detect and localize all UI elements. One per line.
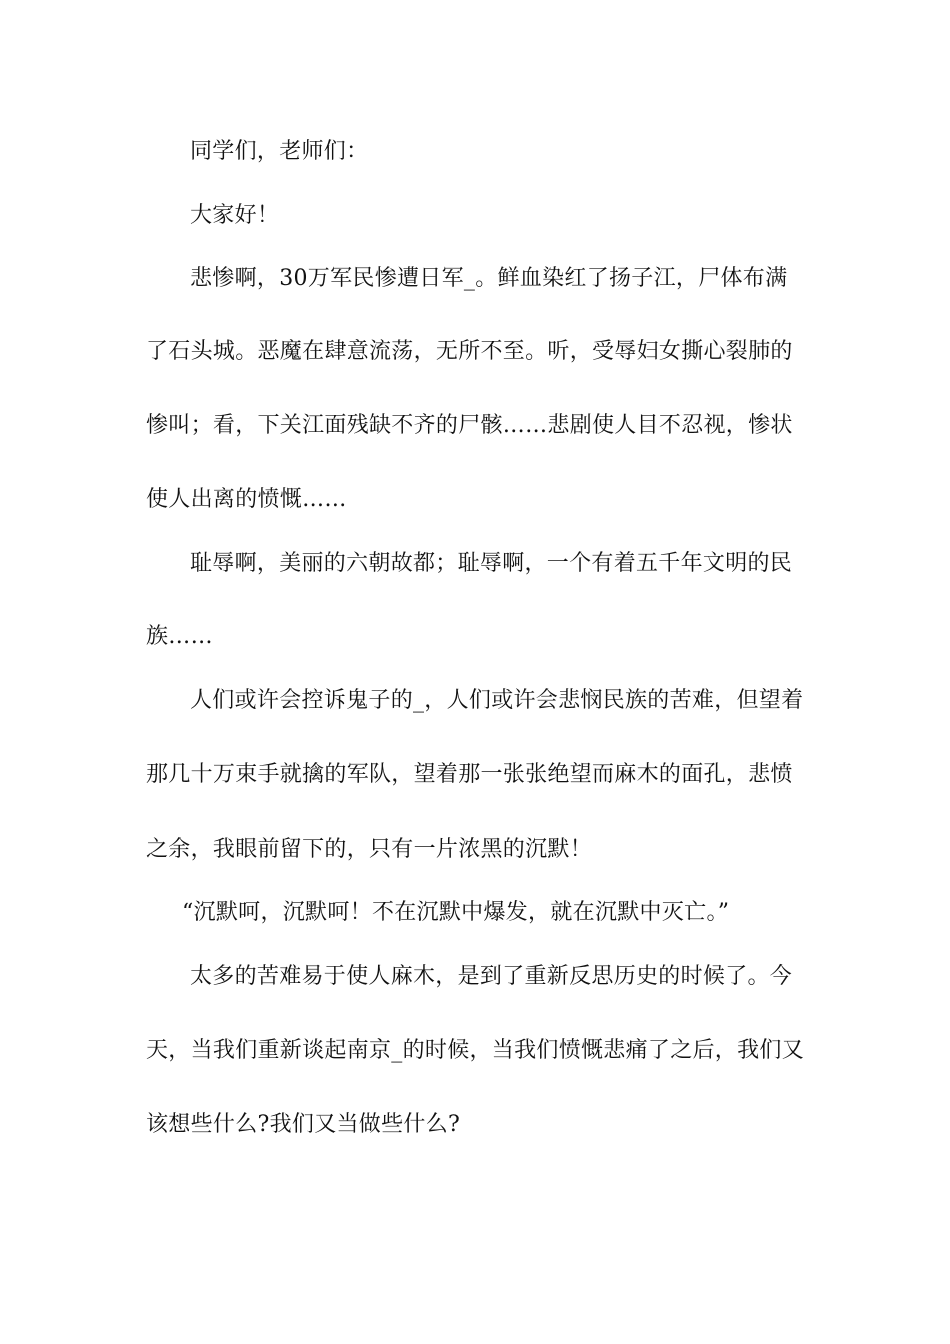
greeting-line: 同学们，老师们： [190,139,369,164]
paragraph-4-line-2: 天，当我们重新谈起南京_的时候，当我们愤慨悲痛了之后，我们又 [146,1038,805,1063]
paragraph-3-line-2: 那几十万束手就擒的军队，望着那一张张绝望而麻木的面孔，悲愤 [146,762,793,787]
paragraph-3-line-1: 人们或许会控诉鬼子的_，人们或许会悲悯民族的苦难，但望着 [190,688,804,713]
paragraph-2-line-2: 族…… [146,624,213,649]
paragraph-1-line-3: 惨叫；看，下关江面残缺不齐的尸骸……悲剧使人目不忍视，惨状 [146,413,793,438]
paragraph-1-line-2: 了石头城。恶魔在肆意流荡，无所不至。听，受辱妇女撕心裂肺的 [146,339,793,364]
paragraph-2-line-1: 耻辱啊，美丽的六朝故都；耻辱啊，一个有着五千年文明的民 [190,551,793,576]
quote-line: “沉默呵，沉默呵！不在沉默中爆发，就在沉默中灭亡。” [182,900,730,925]
salutation-line: 大家好！ [190,203,280,228]
paragraph-4-line-3: 该想些什么?我们又当做些什么? [146,1112,461,1137]
paragraph-3-line-3: 之余，我眼前留下的，只有一片浓黑的沉默！ [146,837,593,862]
paragraph-1-line-1: 悲惨啊，30万军民惨遭日军_。鲜血染红了扬子江，尸体布满 [190,266,788,291]
paragraph-1-line-4: 使人出离的愤慨…… [146,487,347,512]
paragraph-4-line-1: 太多的苦难易于使人麻木，是到了重新反思历史的时候了。今 [190,964,793,989]
